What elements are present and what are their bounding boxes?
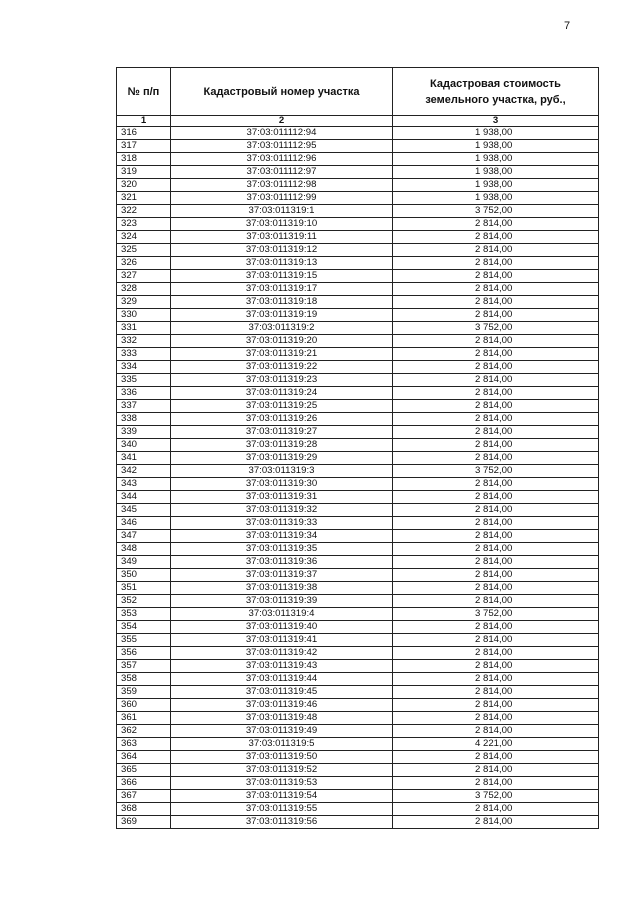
page-number: 7 [564, 20, 571, 32]
row-number-cell: 344 [117, 491, 171, 504]
cadastral-cost-cell: 2 814,00 [393, 400, 599, 413]
table-row [117, 569, 599, 582]
cadastral-number-cell: 37:03:011319:42 [171, 647, 393, 660]
row-number-cell: 323 [117, 218, 171, 231]
cadastral-cost-cell: 3 752,00 [393, 790, 599, 803]
row-number-cell: 325 [117, 244, 171, 257]
row-number-cell: 326 [117, 257, 171, 270]
cadastral-cost-cell: 2 814,00 [393, 270, 599, 283]
cadastral-cost-cell: 2 814,00 [393, 686, 599, 699]
table-row [117, 816, 599, 829]
cadastral-number-cell: 37:03:011319:39 [171, 595, 393, 608]
cadastral-number-cell: 37:03:011319:32 [171, 504, 393, 517]
row-number-cell: 349 [117, 556, 171, 569]
table-row [117, 153, 599, 166]
cadastral-cost-cell: 2 814,00 [393, 634, 599, 647]
cadastral-number-cell: 37:03:011319:29 [171, 452, 393, 465]
table-row [117, 764, 599, 777]
cadastral-cost-cell: 2 814,00 [393, 517, 599, 530]
cadastral-cost-cell: 2 814,00 [393, 764, 599, 777]
cadastral-cost-cell: 2 814,00 [393, 699, 599, 712]
cadastral-cost-cell: 2 814,00 [393, 452, 599, 465]
cadastral-cost-cell: 2 814,00 [393, 504, 599, 517]
cadastral-cost-cell: 3 752,00 [393, 322, 599, 335]
table-row [117, 244, 599, 257]
row-number-cell: 345 [117, 504, 171, 517]
table-row [117, 504, 599, 517]
cadastral-cost-cell: 1 938,00 [393, 127, 599, 140]
row-number-cell: 366 [117, 777, 171, 790]
cadastral-number-cell: 37:03:011319:18 [171, 296, 393, 309]
row-number-cell: 328 [117, 283, 171, 296]
row-number-cell: 347 [117, 530, 171, 543]
row-number-cell: 348 [117, 543, 171, 556]
row-number-cell: 365 [117, 764, 171, 777]
row-number-cell: 331 [117, 322, 171, 335]
table-row [117, 686, 599, 699]
cadastral-number-cell: 37:03:011319:13 [171, 257, 393, 270]
cadastral-number-cell: 37:03:011319:37 [171, 569, 393, 582]
cadastral-number-cell: 37:03:011319:20 [171, 335, 393, 348]
row-number-cell: 359 [117, 686, 171, 699]
row-number-cell: 332 [117, 335, 171, 348]
table-row [117, 647, 599, 660]
cadastral-number-cell: 37:03:011319:49 [171, 725, 393, 738]
cadastral-cost-cell: 2 814,00 [393, 803, 599, 816]
cadastral-cost-cell: 2 814,00 [393, 387, 599, 400]
row-number-cell: 319 [117, 166, 171, 179]
cadastral-number-cell: 37:03:011319:5 [171, 738, 393, 751]
cadastral-number-cell: 37:03:011319:4 [171, 608, 393, 621]
cadastral-number-cell: 37:03:011319:2 [171, 322, 393, 335]
cadastral-cost-cell: 2 814,00 [393, 725, 599, 738]
header-cost-line1: Кадастровая стоимость [430, 77, 561, 90]
cadastral-number-cell: 37:03:011319:27 [171, 426, 393, 439]
table-row [117, 452, 599, 465]
table-row [117, 179, 599, 192]
cadastral-number-cell: 37:03:011319:19 [171, 309, 393, 322]
cadastral-cost-cell: 2 814,00 [393, 556, 599, 569]
table-row [117, 322, 599, 335]
cadastral-cost-cell: 1 938,00 [393, 192, 599, 205]
cadastral-number-cell: 37:03:011112:98 [171, 179, 393, 192]
table-row [117, 348, 599, 361]
table-row [117, 374, 599, 387]
cadastral-number-cell: 37:03:011319:54 [171, 790, 393, 803]
cadastral-cost-cell: 2 814,00 [393, 569, 599, 582]
cadastral-cost-cell: 2 814,00 [393, 413, 599, 426]
row-number-cell: 316 [117, 127, 171, 140]
row-number-cell: 356 [117, 647, 171, 660]
table-row [117, 777, 599, 790]
table-row [117, 478, 599, 491]
row-number-cell: 320 [117, 179, 171, 192]
row-number-cell: 340 [117, 439, 171, 452]
cadastral-number-cell: 37:03:011319:45 [171, 686, 393, 699]
row-number-cell: 327 [117, 270, 171, 283]
cadastral-number-cell: 37:03:011319:56 [171, 816, 393, 829]
row-number-cell: 364 [117, 751, 171, 764]
table-row [117, 699, 599, 712]
cadastral-number-cell: 37:03:011319:55 [171, 803, 393, 816]
table-row [117, 387, 599, 400]
cadastral-number-cell: 37:03:011319:36 [171, 556, 393, 569]
cadastral-number-cell: 37:03:011319:50 [171, 751, 393, 764]
row-number-cell: 321 [117, 192, 171, 205]
cadastral-number-cell: 37:03:011112:96 [171, 153, 393, 166]
table-row [117, 790, 599, 803]
cadastral-number-cell: 37:03:011112:99 [171, 192, 393, 205]
column-index: 2 [171, 116, 393, 127]
row-number-cell: 334 [117, 361, 171, 374]
row-number-cell: 317 [117, 140, 171, 153]
table-row [117, 465, 599, 478]
cadastral-cost-cell: 4 221,00 [393, 738, 599, 751]
column-index: 1 [117, 116, 171, 127]
row-number-cell: 318 [117, 153, 171, 166]
row-number-cell: 368 [117, 803, 171, 816]
cadastral-cost-cell: 2 814,00 [393, 257, 599, 270]
row-number-cell: 358 [117, 673, 171, 686]
cadastral-cost-cell: 2 814,00 [393, 296, 599, 309]
table-row [117, 361, 599, 374]
table-row [117, 426, 599, 439]
table-row [117, 218, 599, 231]
table-row [117, 517, 599, 530]
row-number-cell: 324 [117, 231, 171, 244]
table-row [117, 491, 599, 504]
cadastral-cost-cell: 3 752,00 [393, 205, 599, 218]
table-row [117, 140, 599, 153]
column-index: 3 [393, 116, 599, 127]
table-row [117, 751, 599, 764]
cadastral-cost-cell: 2 814,00 [393, 777, 599, 790]
cadastral-number-cell: 37:03:011112:97 [171, 166, 393, 179]
cadastral-number-cell: 37:03:011112:94 [171, 127, 393, 140]
cadastral-cost-cell: 2 814,00 [393, 218, 599, 231]
cadastral-cost-cell: 1 938,00 [393, 140, 599, 153]
row-number-cell: 367 [117, 790, 171, 803]
row-number-cell: 369 [117, 816, 171, 829]
cadastral-number-cell: 37:03:011319:26 [171, 413, 393, 426]
cadastral-cost-cell: 1 938,00 [393, 166, 599, 179]
row-number-cell: 355 [117, 634, 171, 647]
table-row [117, 309, 599, 322]
table-row [117, 530, 599, 543]
row-number-cell: 352 [117, 595, 171, 608]
table-row [117, 634, 599, 647]
cadastral-cost-cell: 2 814,00 [393, 582, 599, 595]
cadastral-number-cell: 37:03:011319:33 [171, 517, 393, 530]
row-number-cell: 339 [117, 426, 171, 439]
row-number-cell: 330 [117, 309, 171, 322]
cadastral-number-cell: 37:03:011319:11 [171, 231, 393, 244]
table-row [117, 673, 599, 686]
column-index-row [117, 116, 599, 127]
row-number-cell: 341 [117, 452, 171, 465]
row-number-cell: 361 [117, 712, 171, 725]
table-row [117, 582, 599, 595]
table-row [117, 400, 599, 413]
cadastral-number-cell: 37:03:011319:30 [171, 478, 393, 491]
table-row [117, 335, 599, 348]
cadastral-cost-cell: 2 814,00 [393, 439, 599, 452]
cadastral-number-cell: 37:03:011319:48 [171, 712, 393, 725]
table-row [117, 556, 599, 569]
cadastral-cost-cell: 2 814,00 [393, 426, 599, 439]
cadastral-cost-cell: 3 752,00 [393, 465, 599, 478]
cadastral-number-cell: 37:03:011319:52 [171, 764, 393, 777]
header-cost-line2: земельного участка, руб., [425, 93, 566, 106]
cadastral-number-cell: 37:03:011319:40 [171, 621, 393, 634]
row-number-cell: 353 [117, 608, 171, 621]
cadastral-number-cell: 37:03:011319:10 [171, 218, 393, 231]
table-row [117, 595, 599, 608]
cadastral-cost-cell: 2 814,00 [393, 335, 599, 348]
cadastral-cost-cell: 2 814,00 [393, 712, 599, 725]
cadastral-number-cell: 37:03:011319:28 [171, 439, 393, 452]
cadastral-number-cell: 37:03:011319:41 [171, 634, 393, 647]
cadastral-cost-cell: 2 814,00 [393, 530, 599, 543]
cadastral-number-cell: 37:03:011319:17 [171, 283, 393, 296]
table-row [117, 439, 599, 452]
header-cadastral-number: Кадастровый номер участка [171, 68, 393, 116]
header-row-number: № п/п [117, 68, 171, 116]
table-row [117, 205, 599, 218]
cadastral-cost-cell: 2 814,00 [393, 751, 599, 764]
row-number-cell: 343 [117, 478, 171, 491]
row-number-cell: 354 [117, 621, 171, 634]
cadastral-number-cell: 37:03:011319:53 [171, 777, 393, 790]
cadastral-number-cell: 37:03:011319:1 [171, 205, 393, 218]
cadastral-number-cell: 37:03:011319:35 [171, 543, 393, 556]
cadastral-cost-cell: 2 814,00 [393, 374, 599, 387]
table-row [117, 127, 599, 140]
cadastral-number-cell: 37:03:011319:12 [171, 244, 393, 257]
cadastral-number-cell: 37:03:011319:22 [171, 361, 393, 374]
cadastral-number-cell: 37:03:011112:95 [171, 140, 393, 153]
table-row [117, 413, 599, 426]
cadastral-cost-cell: 2 814,00 [393, 673, 599, 686]
cadastral-number-cell: 37:03:011319:38 [171, 582, 393, 595]
cadastral-cost-cell: 3 752,00 [393, 608, 599, 621]
row-number-cell: 351 [117, 582, 171, 595]
table-row [117, 803, 599, 816]
row-number-cell: 338 [117, 413, 171, 426]
row-number-cell: 360 [117, 699, 171, 712]
cadastral-number-cell: 37:03:011319:43 [171, 660, 393, 673]
cadastral-cost-cell: 2 814,00 [393, 595, 599, 608]
table-row [117, 231, 599, 244]
table-row [117, 257, 599, 270]
header-cadastral-cost [393, 68, 599, 116]
table-row [117, 621, 599, 634]
table-row [117, 738, 599, 751]
row-number-cell: 336 [117, 387, 171, 400]
cadastral-number-cell: 37:03:011319:15 [171, 270, 393, 283]
cadastral-cost-cell: 2 814,00 [393, 543, 599, 556]
cadastral-number-cell: 37:03:011319:46 [171, 699, 393, 712]
row-number-cell: 362 [117, 725, 171, 738]
cadastral-number-cell: 37:03:011319:21 [171, 348, 393, 361]
cadastral-cost-cell: 2 814,00 [393, 816, 599, 829]
row-number-cell: 357 [117, 660, 171, 673]
cadastral-cost-cell: 2 814,00 [393, 348, 599, 361]
row-number-cell: 329 [117, 296, 171, 309]
table-row [117, 296, 599, 309]
table-header-row [117, 68, 599, 116]
row-number-cell: 342 [117, 465, 171, 478]
row-number-cell: 322 [117, 205, 171, 218]
cadastral-number-cell: 37:03:011319:3 [171, 465, 393, 478]
table-row [117, 712, 599, 725]
cadastral-cost-cell: 2 814,00 [393, 647, 599, 660]
table-row [117, 283, 599, 296]
cadastral-cost-cell: 2 814,00 [393, 660, 599, 673]
table-row [117, 192, 599, 205]
cadastral-cost-cell: 2 814,00 [393, 309, 599, 322]
cadastral-cost-cell: 2 814,00 [393, 283, 599, 296]
cadastral-number-cell: 37:03:011319:31 [171, 491, 393, 504]
row-number-cell: 333 [117, 348, 171, 361]
table-row [117, 270, 599, 283]
cadastral-number-cell: 37:03:011319:34 [171, 530, 393, 543]
cadastral-cost-cell: 2 814,00 [393, 491, 599, 504]
cadastral-cost-cell: 2 814,00 [393, 244, 599, 257]
row-number-cell: 335 [117, 374, 171, 387]
table-row [117, 725, 599, 738]
table-row [117, 166, 599, 179]
cadastral-cost-cell: 2 814,00 [393, 231, 599, 244]
table-row [117, 543, 599, 556]
cadastral-cost-cell: 2 814,00 [393, 621, 599, 634]
cadastral-table [116, 67, 599, 829]
cadastral-cost-cell: 2 814,00 [393, 361, 599, 374]
table-row [117, 660, 599, 673]
cadastral-number-cell: 37:03:011319:44 [171, 673, 393, 686]
row-number-cell: 346 [117, 517, 171, 530]
row-number-cell: 337 [117, 400, 171, 413]
cadastral-number-cell: 37:03:011319:25 [171, 400, 393, 413]
row-number-cell: 363 [117, 738, 171, 751]
cadastral-cost-cell: 2 814,00 [393, 478, 599, 491]
cadastral-cost-cell: 1 938,00 [393, 153, 599, 166]
cadastral-number-cell: 37:03:011319:24 [171, 387, 393, 400]
cadastral-cost-cell: 1 938,00 [393, 179, 599, 192]
cadastral-number-cell: 37:03:011319:23 [171, 374, 393, 387]
table-row [117, 608, 599, 621]
row-number-cell: 350 [117, 569, 171, 582]
